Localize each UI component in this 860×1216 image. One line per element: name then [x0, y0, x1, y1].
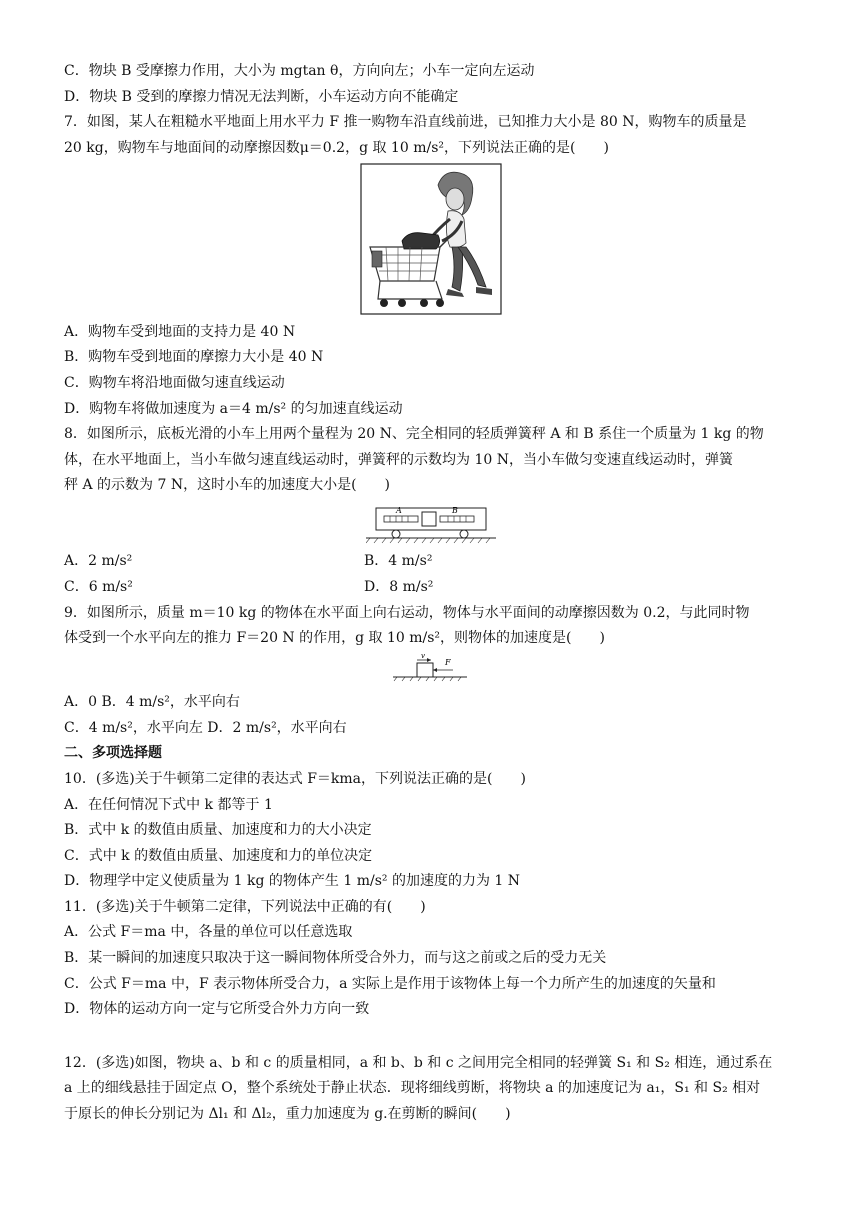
- q8-option-d: D．8 m/s²: [364, 578, 434, 595]
- q9-stem-line-1: 9．如图所示，质量 m＝10 kg 的物体在水平面上向右运动，物体与水平面间的动摩擦因数为 0.2，与此同时物: [64, 604, 750, 621]
- q10-option-c: C．式中 k 的数值由质量、加速度和力的单位决定: [64, 847, 373, 864]
- q9-options-ab: A．0 B．4 m/s²，水平向右: [64, 694, 240, 711]
- q8-stem-line-2: 体，在水平地面上，当小车做匀速直线运动时，弹簧秤的示数均为 10 N，当小车做匀变速直线运动时，弹簧: [64, 451, 733, 468]
- q8-option-b: B．4 m/s²: [364, 553, 433, 570]
- q7-option-a: A．购物车受到地面的支持力是 40 N: [64, 323, 296, 340]
- velocity-label: v: [421, 653, 425, 661]
- q8-options-row-2: [64, 576, 798, 598]
- worksheet-page: [64, 60, 798, 1129]
- q12-stem-line-2: a 上的细线悬挂于固定点 O，整个系统处于静止状态．现将细线剪断，将物块 a 的加速度记为 a₁，S₁ 和 S₂ 相对: [64, 1080, 761, 1097]
- q8-options-row-1: [64, 550, 798, 572]
- q11-option-d: D．物体的运动方向一定与它所受合外力方向一致: [64, 1001, 370, 1018]
- q9-stem-line-2: 体受到一个水平向左的推力 F＝20 N 的作用，g 取 10 m/s²，则物体的加速度是( ): [64, 630, 605, 647]
- block-force-diagram: [391, 653, 471, 685]
- q12-stem-line-3: 于原长的伸长分别记为 Δl₁ 和 Δl₂，重力加速度为 g.在剪断的瞬间( ): [64, 1106, 511, 1123]
- spring-b-label: B: [452, 506, 458, 516]
- section-title-multiple-choice: 二、多项选择题: [64, 745, 162, 762]
- spacer: [64, 1024, 798, 1052]
- q7-stem-line-2: 20 kg，购物车与地面间的动摩擦因数μ＝0.2，g 取 10 m/s²，下列说法正确的是( ): [64, 139, 609, 156]
- q6-option-c: C．物块 B 受摩擦力作用，大小为 mgtan θ，方向向左；小车一定向左运动: [64, 63, 535, 79]
- q6-option-d: D．物块 B 受到的摩擦力情况无法判断，小车运动方向不能确定: [64, 88, 459, 105]
- q7-option-d: D．购物车将做加速度为 a＝4 m/s² 的匀加速直线运动: [64, 400, 403, 417]
- q11-option-c: C．公式 F＝ma 中，F 表示物体所受合力，a 实际上是作用于该物体上每一个力所产生的加速度的矢量和: [64, 975, 716, 992]
- q10-stem: 10．(多选)关于牛顿第二定律的表达式 F＝kma，下列说法正确的是( ): [64, 770, 526, 787]
- cart-spring-scale-diagram: [366, 500, 496, 544]
- q7-option-c: C．购物车将沿地面做匀速直线运动: [64, 374, 285, 391]
- q8-figure: [64, 500, 798, 544]
- q7-stem-line-1: 7．如图，某人在粗糙水平地面上用水平力 F 推一购物车沿直线前进，已知推力大小是 80 N，购物车的质量是: [64, 114, 747, 131]
- q8-stem-line-3: 秤 A 的示数为 7 N，这时小车的加速度大小是( ): [64, 477, 390, 494]
- q10-option-a: A．在任何情况下式中 k 都等于 1: [64, 796, 273, 813]
- q11-option-a: A．公式 F＝ma 中，各量的单位可以任意选取: [64, 924, 353, 941]
- q7-figure: [64, 163, 798, 315]
- q11-option-b: B．某一瞬间的加速度只取决于这一瞬间物体所受合外力，而与这之前或之后的受力无关: [64, 950, 607, 967]
- q9-options-cd: C．4 m/s²，水平向左 D．2 m/s²，水平向右: [64, 719, 347, 736]
- q12-stem-line-1: 12．(多选)如图，物块 a、b 和 c 的质量相同，a 和 b、b 和 c 之间用完全相同的轻弹簧 S₁ 和 S₂ 相连，通过系在: [64, 1054, 773, 1071]
- q11-stem: 11．(多选)关于牛顿第二定律，下列说法中正确的有( ): [64, 898, 426, 915]
- q8-stem-line-1: 8．如图所示，底板光滑的小车上用两个量程为 20 N、完全相同的轻质弹簧秤 A 和 B 系住一个质量为 1 kg 的物: [64, 426, 764, 443]
- force-label: F: [445, 658, 451, 668]
- q10-option-d: D．物理学中定义使质量为 1 kg 的物体产生 1 m/s² 的加速度的力为 1 N: [64, 873, 521, 890]
- q8-option-a: A．2 m/s²: [64, 553, 133, 570]
- shopping-cart-illustration: [360, 163, 502, 315]
- q8-option-c: C．6 m/s²: [64, 578, 133, 595]
- spring-a-label: A: [396, 506, 402, 516]
- q7-option-b: B．购物车受到地面的摩擦力大小是 40 N: [64, 349, 324, 366]
- q10-option-b: B．式中 k 的数值由质量、加速度和力的大小决定: [64, 822, 372, 839]
- q9-figure: [64, 653, 798, 685]
